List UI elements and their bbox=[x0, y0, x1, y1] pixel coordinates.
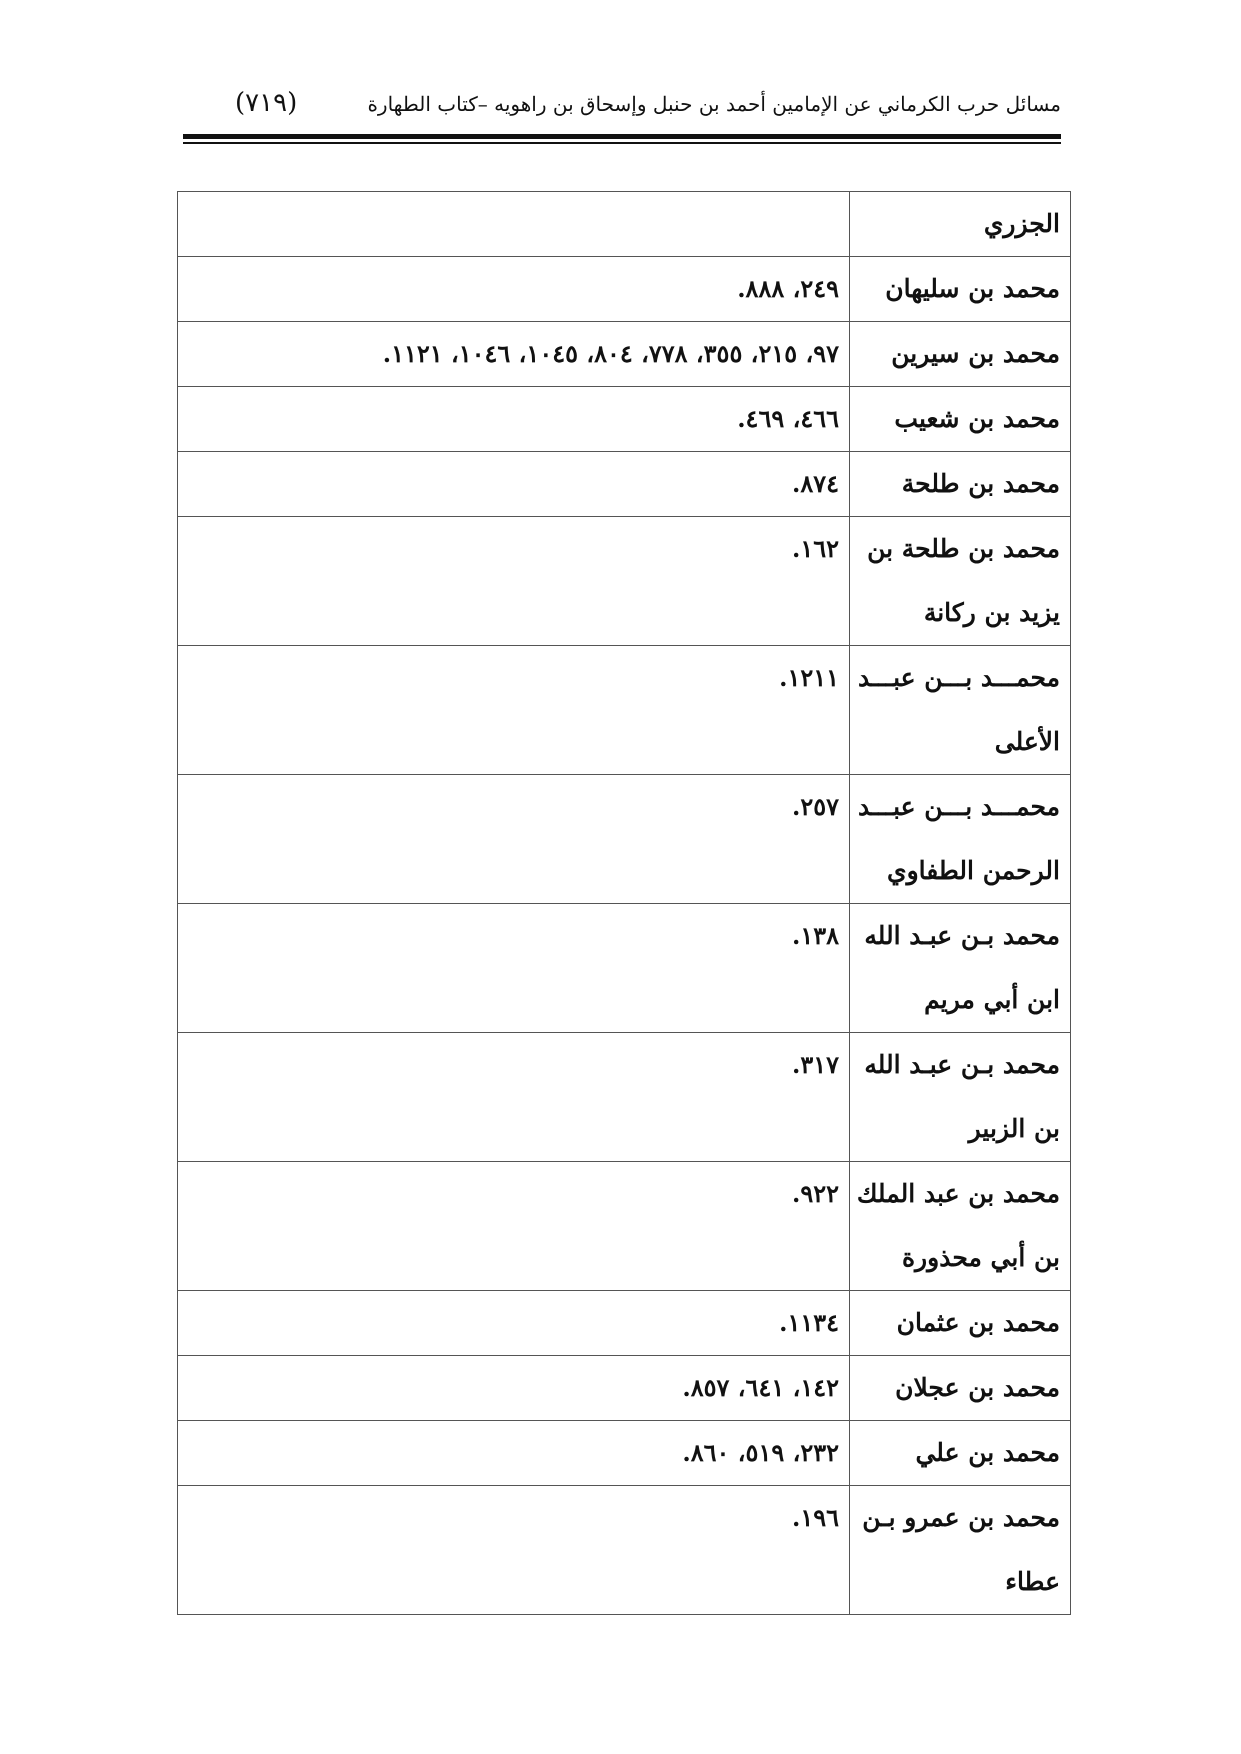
narrator-name-cell bbox=[850, 1486, 1071, 1615]
table-row bbox=[178, 1162, 1071, 1291]
table-row bbox=[178, 257, 1071, 322]
reference-numbers: ١١٣٤. bbox=[779, 1308, 839, 1337]
reference-numbers: ١٩٦. bbox=[791, 1503, 839, 1532]
narrator-name-cell bbox=[850, 192, 1071, 257]
reference-numbers: ٤٦٦، ٤٦٩. bbox=[737, 404, 839, 433]
reference-numbers-cell bbox=[178, 257, 850, 322]
reference-numbers: ١٣٨. bbox=[791, 921, 839, 950]
narrator-name-cell bbox=[850, 1356, 1071, 1421]
reference-numbers: ٨٧٤. bbox=[791, 469, 839, 498]
narrator-name-line: محمد بن علي bbox=[915, 1438, 1060, 1467]
narrator-name-line: الأعلى bbox=[994, 727, 1060, 756]
reference-numbers-cell bbox=[178, 1291, 850, 1356]
reference-numbers: ٩٢٢. bbox=[791, 1179, 839, 1208]
narrators-index-table bbox=[177, 191, 1071, 1615]
reference-numbers-cell bbox=[178, 775, 850, 904]
reference-numbers-cell bbox=[178, 452, 850, 517]
reference-numbers-cell bbox=[178, 1162, 850, 1291]
table-row bbox=[178, 322, 1071, 387]
table-row bbox=[178, 646, 1071, 775]
reference-numbers-cell bbox=[178, 322, 850, 387]
table-row bbox=[178, 904, 1071, 1033]
reference-numbers-cell bbox=[178, 646, 850, 775]
narrator-name-line: عطاء bbox=[1005, 1567, 1060, 1596]
narrator-name-line: محمد بن طلحة بن bbox=[867, 534, 1060, 563]
table-row bbox=[178, 452, 1071, 517]
narrator-name-line: ابن أبي مريم bbox=[924, 985, 1060, 1014]
narrator-name-cell bbox=[850, 387, 1071, 452]
table-row bbox=[178, 387, 1071, 452]
narrator-name-cell bbox=[850, 1033, 1071, 1162]
reference-numbers: ٢٣٢، ٥١٩، ٨٦٠. bbox=[682, 1438, 839, 1467]
page-number: (٧١٩) bbox=[235, 88, 298, 118]
reference-numbers-cell bbox=[178, 517, 850, 646]
page-header bbox=[183, 88, 1061, 128]
narrator-name-line: محمـــد بـــن عبـــد bbox=[857, 792, 1060, 821]
header-rule-thin bbox=[183, 142, 1061, 144]
reference-numbers: ١٤٢، ٦٤١، ٨٥٧. bbox=[682, 1373, 839, 1402]
narrator-name-line: محمد بن عمرو بـن bbox=[862, 1503, 1060, 1532]
reference-numbers: ٣١٧. bbox=[791, 1050, 839, 1079]
reference-numbers: ٢٥٧. bbox=[791, 792, 839, 821]
table-row bbox=[178, 517, 1071, 646]
reference-numbers-cell bbox=[178, 1356, 850, 1421]
reference-numbers-cell bbox=[178, 1421, 850, 1486]
reference-numbers-cell bbox=[178, 192, 850, 257]
narrator-name-line: محمد بن طلحة bbox=[901, 469, 1060, 498]
header-rule-thick bbox=[183, 134, 1061, 139]
reference-numbers-cell bbox=[178, 387, 850, 452]
narrator-name-cell bbox=[850, 1291, 1071, 1356]
narrator-name-line: محمد بن عجلان bbox=[895, 1373, 1060, 1402]
narrator-name-line: محمد بـن عبـد الله bbox=[864, 921, 1060, 950]
narrator-name-cell bbox=[850, 1421, 1071, 1486]
reference-numbers: ١٢١١. bbox=[779, 663, 839, 692]
table-row bbox=[178, 775, 1071, 904]
table-row bbox=[178, 1033, 1071, 1162]
table-row bbox=[178, 1356, 1071, 1421]
narrator-name-cell bbox=[850, 775, 1071, 904]
narrator-name-line: الجزري bbox=[983, 209, 1060, 238]
table-row bbox=[178, 192, 1071, 257]
reference-numbers: ١٦٢. bbox=[791, 534, 839, 563]
narrator-name-line: محمـــد بـــن عبـــد bbox=[857, 663, 1060, 692]
narrator-name-cell bbox=[850, 904, 1071, 1033]
narrator-name-line: يزيد بن ركانة bbox=[923, 598, 1060, 627]
narrator-name-line: محمد بـن عبـد الله bbox=[864, 1050, 1060, 1079]
narrator-name-cell bbox=[850, 257, 1071, 322]
narrator-name-cell bbox=[850, 517, 1071, 646]
reference-numbers bbox=[188, 192, 839, 256]
narrator-name-cell bbox=[850, 646, 1071, 775]
table-row bbox=[178, 1291, 1071, 1356]
narrator-name-line: محمد بن سليهان bbox=[885, 274, 1060, 303]
reference-numbers: ٢٤٩، ٨٨٨. bbox=[737, 274, 839, 303]
running-title: مسائل حرب الكرماني عن الإمامين أحمد بن حنبل وإسحاق بن راهويه –كتاب الطهارة bbox=[367, 92, 1061, 116]
narrator-name-cell bbox=[850, 322, 1071, 387]
table-row bbox=[178, 1486, 1071, 1615]
narrator-name-line: محمد بن عبد الملك bbox=[856, 1179, 1060, 1208]
reference-numbers-cell bbox=[178, 1033, 850, 1162]
narrator-name-line: بن أبي محذورة bbox=[901, 1243, 1060, 1272]
table-row bbox=[178, 1421, 1071, 1486]
narrator-name-line: بن الزبير bbox=[968, 1114, 1060, 1143]
reference-numbers-cell bbox=[178, 904, 850, 1033]
narrator-name-line: الرحمن الطفاوي bbox=[887, 856, 1060, 885]
narrator-name-line: محمد بن شعيب bbox=[894, 404, 1060, 433]
narrator-name-cell bbox=[850, 1162, 1071, 1291]
narrator-name-line: محمد بن سيرين bbox=[891, 339, 1060, 368]
narrator-name-line: محمد بن عثمان bbox=[896, 1308, 1060, 1337]
narrator-name-cell bbox=[850, 452, 1071, 517]
reference-numbers-cell bbox=[178, 1486, 850, 1615]
reference-numbers: ٩٧، ٢١٥، ٣٥٥، ٧٧٨، ٨٠٤، ١٠٤٥، ١٠٤٦، ١١٢١. bbox=[382, 339, 839, 368]
